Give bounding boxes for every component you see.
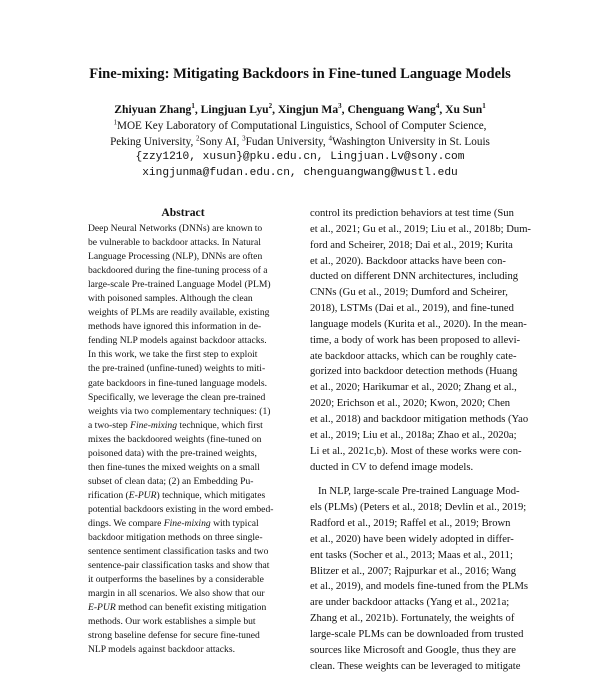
- text-line: ford and Scheirer, 2018; Dai et al., 2019; Kurita: [310, 239, 513, 251]
- text-line: 2020; Erichson et al., 2020; Kwon, 2020; Chen: [310, 398, 511, 410]
- text-line: are under backdoor attacks (Yang et al., 2021a;: [310, 597, 510, 609]
- text-line: mixes the backdoored weights (fine-tuned on: [88, 433, 262, 445]
- text-line: sources like Microsoft and Google, thus they are: [310, 644, 516, 656]
- text-line: subset of clean data; (2) an Embedding Pu-: [88, 475, 254, 487]
- author-separator: ,: [341, 103, 348, 116]
- affiliation-line-2: [0, 134, 600, 150]
- author-name: Lingjuan Lyu: [200, 103, 269, 116]
- text-line: language models (Kurita et al., 2020). In the mean-: [310, 318, 527, 330]
- paragraph-gap: [310, 475, 529, 484]
- text-line: els (PLMs) (Peters et al., 2018; Devlin et al., 2019;: [310, 502, 527, 514]
- text-line: et al., 2019), and models fine-tuned from the PLMs: [310, 581, 529, 593]
- text-line: et al., 2020). Backdoor attacks have been con-: [310, 255, 506, 267]
- author-name: Chenguang Wang: [347, 103, 436, 116]
- text-line: In this work, we take the first step to exploit: [88, 349, 258, 361]
- text-line: 2018), LSTMs (Dai et al., 2019), and fine-tuned: [310, 303, 514, 315]
- intro-column: [310, 206, 529, 674]
- text-line: strong baseline defense for secure fine-tuned: [88, 630, 260, 642]
- text-line: weights of PLMs are readily available, existing: [88, 307, 270, 319]
- author-affiliation-marker: 3: [338, 102, 342, 111]
- author-affiliation-marker: 1: [191, 102, 195, 111]
- abstract-heading: Abstract: [161, 206, 205, 219]
- text-line: et al., 2019; Liu et al., 2018a; Zhao et al., 2020a;: [310, 429, 517, 441]
- affiliation-line-1: [0, 118, 600, 134]
- author-name: Zhiyuan Zhang: [114, 103, 192, 116]
- text-line: gorized into backdoor detection methods (Huang: [310, 366, 518, 378]
- email-line-1: {zzy1210, xusun}@pku.edu.cn, Lingjuan.Lv@sony.com: [135, 151, 465, 163]
- text-line: backdoored during the fine-tuning process of a: [88, 265, 268, 277]
- text-line: with poisoned samples. Although the clean: [88, 293, 253, 305]
- author-affiliation-marker: 1: [482, 102, 486, 111]
- text-line: E-PUR method can benefit existing mitigation: [88, 602, 267, 614]
- text-line: Blitzer et al., 2007; Rajpurkar et al., 2016; Wang: [310, 565, 517, 577]
- text-line: In NLP, large-scale Pre-trained Language Mod-: [310, 486, 520, 498]
- text-line: NLP models against backdoor attacks.: [88, 644, 235, 656]
- text-line: ducted on different DNN architectures, including: [310, 271, 519, 283]
- text-line: backdoor mitigation methods on three single-: [88, 532, 263, 544]
- text-line: et al., 2018) and backdoor mitigation methods (Yao: [310, 413, 529, 425]
- affiliation-text: Washington University in St. Louis: [332, 136, 490, 148]
- text-line: et al., 2020; Harikumar et al., 2020; Zhang et al.,: [310, 382, 517, 394]
- text-line: Radford et al., 2019; Raffel et al., 2019; Brown: [310, 518, 511, 530]
- author-separator: ,: [272, 103, 278, 116]
- text-line: ent tasks (Socher et al., 2013; Maas et al., 2011;: [310, 549, 513, 561]
- text-line: gate backdoors in fine-tuned language models.: [88, 377, 268, 389]
- text-line: Zhang et al., 2021b). Fortunately, the weights of: [310, 613, 515, 625]
- author-name: Xingjun Ma: [277, 103, 339, 116]
- text-line: poisoned data) with the pre-trained weights,: [88, 447, 257, 459]
- text-line: et al., 2021; Gu et al., 2019; Liu et al., 2018b; Dum-: [310, 223, 531, 235]
- text-line: a two-step Fine-mixing technique, which first: [88, 419, 263, 431]
- text-line: control its prediction behaviors at test time (Sun: [310, 208, 514, 219]
- author-affiliation-marker: 4: [435, 102, 440, 111]
- text-line: margin in all scenarios. We also show that our: [88, 588, 265, 600]
- text-line: time, a body of work has been proposed to allevi-: [310, 334, 521, 346]
- text-line: Li et al., 2021c,b). Most of these works were con-: [310, 445, 522, 457]
- text-line: be vulnerable to backdoor attacks. In Natural: [88, 237, 261, 249]
- affiliation-text: Peking University,: [110, 136, 197, 148]
- affiliation-text: MOE Key Laboratory of Computational Linguistics, School of Computer Science,: [117, 120, 487, 132]
- author-separator: ,: [439, 103, 446, 116]
- email-line-2: xingjunma@fudan.edu.cn, chenguangwang@wustl.edu: [142, 167, 458, 179]
- abstract-body: [88, 222, 278, 657]
- text-line: Language Processing (NLP), DNNs are often: [88, 251, 263, 263]
- text-line: weights via two complementary techniques: (1): [88, 405, 271, 417]
- affiliation-marker: 1: [113, 118, 118, 127]
- author-list: [0, 103, 600, 116]
- text-line: Deep Neural Networks (DNNs) are known to: [88, 223, 263, 234]
- text-line: clean. These weights can be leveraged to mitigate: [310, 660, 521, 672]
- affiliation-marker: 4: [328, 134, 333, 143]
- text-line: it outperforms the baselines by a considerable: [88, 574, 264, 586]
- text-line: et al., 2020) have been widely adopted in differ-: [310, 533, 514, 545]
- text-line: rification (E-PUR) technique, which mitigates: [88, 489, 266, 501]
- text-line: large-scale Pre-trained Language Model (PLM): [88, 279, 271, 291]
- text-line: ate backdoor attacks, which can be roughly cate-: [310, 350, 517, 362]
- author-affiliation-marker: 2: [268, 102, 273, 111]
- text-line: large-scale PLMs can be downloaded from trusted: [310, 628, 524, 640]
- affiliation-text: Sony AI,: [199, 136, 243, 148]
- author-name: Xu Sun: [445, 103, 483, 116]
- text-line: methods have ignored this information in de-: [88, 321, 262, 333]
- affiliation-marker: 3: [242, 134, 246, 143]
- text-line: ducted in CV to defend image models.: [310, 461, 474, 473]
- author-separator: ,: [194, 103, 201, 116]
- text-line: methods. Our work establishes a simple but: [88, 616, 256, 628]
- text-line: fending NLP models against backdoor attacks.: [88, 335, 267, 347]
- text-line: the pre-trained (unfine-tuned) weights to miti-: [88, 363, 266, 375]
- text-line: CNNs (Gu et al., 2019; Dumford and Scheirer,: [310, 287, 508, 299]
- affiliation-marker: 2: [196, 134, 200, 143]
- text-line: then fine-tunes the mixed weights on a small: [88, 461, 260, 473]
- paper-title: Fine-mixing: Mitigating Backdoors in Fine-tuned Language Models: [89, 66, 511, 82]
- text-line: potential backdoors existing in the word embed-: [88, 503, 274, 515]
- text-line: dings. We compare Fine-mixing with typical: [88, 517, 259, 529]
- text-line: Specifically, we leverage the clean pre-trained: [88, 391, 266, 403]
- text-line: sentence sentiment classification tasks and two: [88, 546, 269, 558]
- text-line: sentence-pair classification tasks and show that: [88, 560, 270, 572]
- affiliation-text: Fudan University,: [245, 136, 329, 148]
